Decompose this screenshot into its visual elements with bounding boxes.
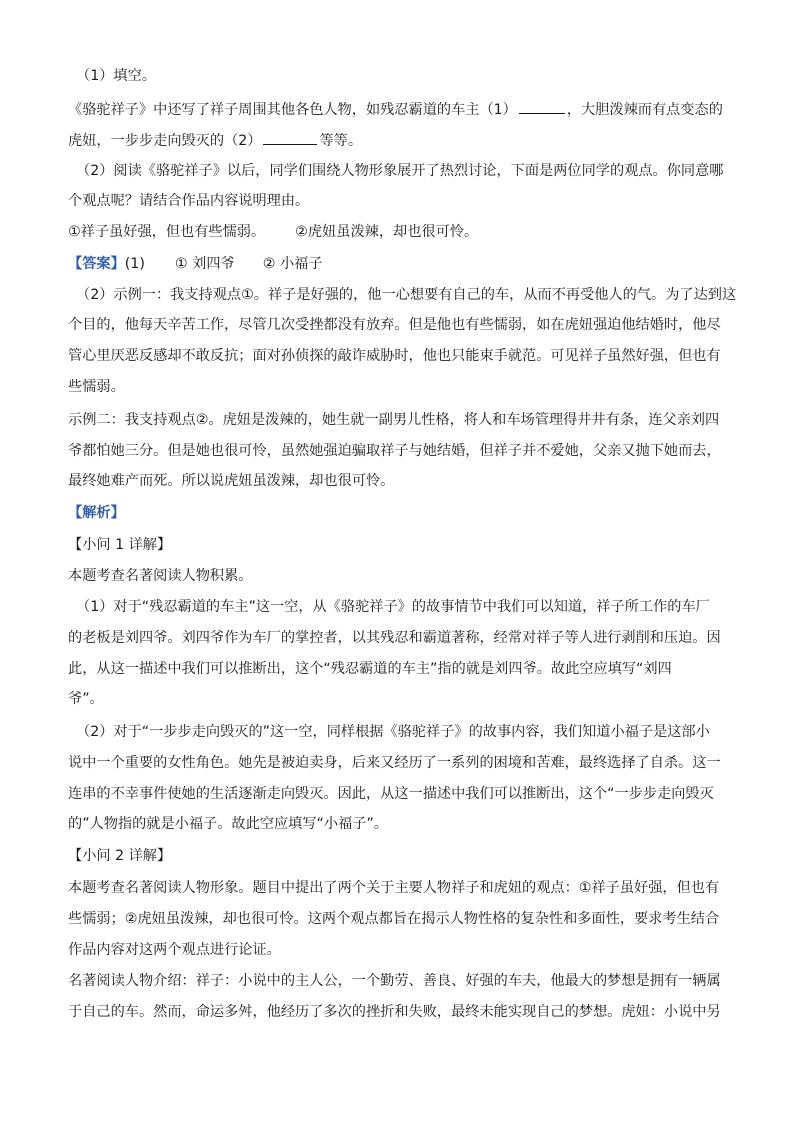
sub2-para1-line-1: 本题考查名著阅读人物形象。题目中提出了两个关于主要人物祥子和虎妞的观点：①祥子虽好强，但也有 xyxy=(68,880,720,896)
viewpoints xyxy=(68,222,728,242)
sub1-para1-line-4: 爷”。 xyxy=(68,691,104,707)
q1-label: （1）填空。 xyxy=(76,68,156,84)
subquestion-1-intro: 本题考查名著阅读人物积累。 xyxy=(68,568,253,584)
blank-1[interactable] xyxy=(519,99,565,114)
q1-text-b: ，大胆泼辣而有点变态的 xyxy=(566,102,723,118)
example-2-line-3: 最终她难产而死。所以说虎妞虽泼辣，却也很可怜。 xyxy=(68,473,395,489)
example-2-line-1: 示例二：我支持观点②。虎妞是泼辣的，她生就一副男儿性格，将人和车场管理得井井有条，连父亲刘四 xyxy=(68,412,720,428)
sub1-para2-line-4: 的”人物指的就是小福子。故此空应填写“小福子”。 xyxy=(68,816,388,832)
example-1-line-3: 管心里厌恶反感却不敢反抗；面对孙侦探的敲诈威胁时，他也只能束手就范。可见祥子虽然好强，但也有 xyxy=(68,348,721,364)
q2-line-1: （2）阅读《骆驼祥子》以后，同学们围绕人物形象展开了热烈讨论，下面是两位同学的观点。你同意哪 xyxy=(76,163,724,179)
answer-num: (1) xyxy=(124,256,145,272)
answer-line xyxy=(68,254,728,274)
example-1-line-4: 些懦弱。 xyxy=(68,379,125,395)
blank-2[interactable] xyxy=(263,130,317,145)
example-1-line-1: （2）示例一：我支持观点①。祥子是好强的，他一心想要有自己的车，从而不再受他人的气。为了达到这 xyxy=(76,287,737,303)
viewpoint-1: ①祥子虽好强，但也有些懦弱。 xyxy=(68,224,266,240)
analysis-tag: 【解析】 xyxy=(68,505,125,521)
answer-1: 刘四爷 xyxy=(192,256,235,272)
q1-text-c: 虎妞，一步步走向毁灭的（2） xyxy=(68,133,262,149)
sub1-para2-line-1: （2）对于“一步步走向毁灭的”这一空，同样根据《骆驼祥子》的故事内容，我们知道小福子是这部小 xyxy=(76,724,710,740)
q1-text-d: 等等。 xyxy=(319,133,363,149)
answer-1-mark: ① xyxy=(174,256,188,272)
sub2-para1-line-3: 作品内容对这两个观点进行论证。 xyxy=(68,942,281,958)
subquestion-2-heading: 【小问 2 详解】 xyxy=(68,848,172,864)
example-2-line-2: 爷都怕她三分。但是她也很可怜，虽然她强迫骗取祥子与她结婚，但祥子并不爱她，父亲又抛下她而去， xyxy=(68,443,721,459)
sub1-para2-line-2: 说中一个重要的女性角色。她先是被迫卖身，后来又经历了一系列的困境和苦难，最终选择了自杀。这一 xyxy=(68,755,721,771)
sub2-para1-line-2: 些懦弱；②虎妞虽泼辣，却也很可怜。这两个观点都旨在揭示人物性格的复杂性和多面性，要求考生结合 xyxy=(68,911,720,927)
q2-line-2: 个观点呢？请结合作品内容说明理由。 xyxy=(68,193,310,209)
answer-2-mark: ② xyxy=(262,256,276,272)
sub1-para1-line-3: 此，从这一描述中我们可以推断出，这个“残忍霸道的车主”指的就是刘四爷。故此空应填写“刘四 xyxy=(68,661,672,677)
subquestion-1-heading: 【小问 1 详解】 xyxy=(68,537,172,553)
answer-2: 小福子 xyxy=(279,256,323,272)
viewpoint-2: ②虎妞虽泼辣，却也很可怜。 xyxy=(295,224,479,240)
sub2-para2-line-1: 名著阅读人物介绍：祥子：小说中的主人公，一个勤劳、善良、好强的车夫，他最大的梦想是拥有一辆属 xyxy=(68,973,721,989)
sub1-para2-line-3: 连串的不幸事件使她的生活逐渐走向毁灭。因此，从这一描述中我们可以推断出，这个“一步步走向毁灭 xyxy=(68,786,714,802)
sub2-para2-line-2: 于自己的车。然而，命运多舛，他经历了多次的挫折和失败，最终未能实现自己的梦想。虎妞：小说中另 xyxy=(68,1004,721,1020)
answer-tag: 【答案】 xyxy=(68,256,125,272)
sub1-para1-line-2: 的老板是刘四爷。刘四爷作为车厂的掌控者，以其残忍和霸道著称，经常对祥子等人进行剥削和压迫。因 xyxy=(68,630,721,646)
q1-line-1 xyxy=(68,99,728,120)
example-1-line-2: 个目的，他每天辛苦工作，尽管几次受挫都没有放弃。但是他也有些懦弱，如在虎妞强迫他结婚时，他尽 xyxy=(68,317,721,333)
q1-line-2 xyxy=(68,130,728,151)
q1-text-a: 《骆驼祥子》中还写了祥子周围其他各色人物，如残忍霸道的车主（1） xyxy=(68,102,517,118)
sub1-para1-line-1: （1）对于“残忍霸道的车主”这一空，从《骆驼祥子》的故事情节中我们可以知道，祥子所工作的车厂 xyxy=(76,599,710,615)
